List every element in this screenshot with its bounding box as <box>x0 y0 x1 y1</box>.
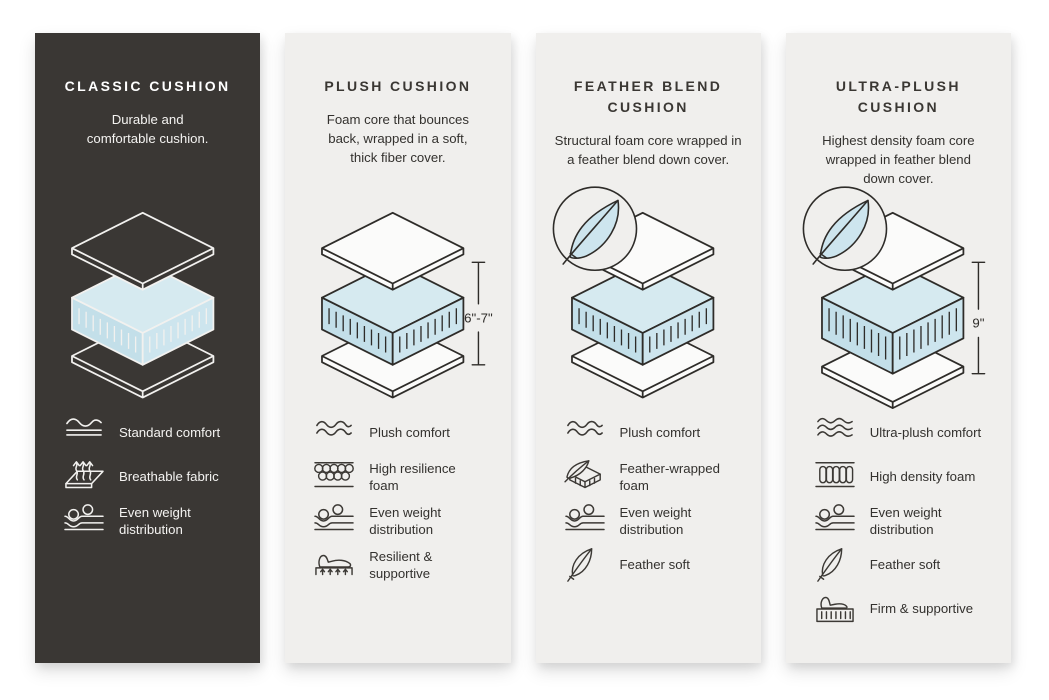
feature-item <box>563 546 753 584</box>
feature-label: Feather soft <box>619 557 690 573</box>
feature-item <box>312 414 502 452</box>
feature-item <box>813 458 1003 496</box>
feature-label: Even weight distribution <box>369 504 442 537</box>
standard-comfort-icon <box>62 414 106 452</box>
column-description: Durable and comfortable cushion. <box>86 112 209 147</box>
feature-label: Feather soft <box>869 557 941 573</box>
feature-label: Ultra-plush comfort <box>869 425 982 441</box>
column-description: Structural foam core wrapped in a feather blend down cover. <box>554 133 742 168</box>
column-plush-cushion <box>285 33 510 663</box>
cushion-height-label: 9" <box>972 315 985 331</box>
column-classic-cushion <box>35 33 260 663</box>
cushion-layers-diagram <box>799 179 997 411</box>
feature-label: Even weight distribution <box>869 504 942 537</box>
feature-item <box>312 502 502 540</box>
even-weight-distribution-icon <box>813 502 857 540</box>
feature-item <box>813 414 1003 452</box>
feature-label: Even weight distribution <box>119 504 191 537</box>
feature-item <box>813 546 1003 584</box>
even-weight-distribution-icon <box>312 502 356 540</box>
cushion-layers-diagram <box>49 179 247 411</box>
column-ultra-plush-cushion <box>786 33 1011 663</box>
feature-item <box>813 502 1003 540</box>
feature-item <box>813 590 1003 628</box>
breathable-fabric-icon <box>62 458 106 496</box>
ultra-plush-comfort-icon <box>813 414 857 452</box>
high-density-foam-icon <box>813 458 857 496</box>
feature-item <box>563 414 753 452</box>
feature-item <box>563 502 753 540</box>
plush-comfort-icon <box>563 414 607 452</box>
cushion-illustration <box>35 179 260 411</box>
feather-soft-icon <box>563 546 607 584</box>
column-title: FEATHER BLEND CUSHION <box>573 78 723 115</box>
even-weight-distribution-icon <box>563 502 607 540</box>
feature-label: Breathable fabric <box>119 469 219 485</box>
feather-badge-icon <box>554 187 637 270</box>
column-description: Highest density foam core wrapped in feather blend down cover. <box>822 133 975 187</box>
feature-label: Resilient & supportive <box>369 548 433 581</box>
cushion-layers-diagram <box>299 179 497 411</box>
feature-label: High resilience foam <box>369 460 456 493</box>
feature-label: Standard comfort <box>119 425 221 441</box>
cushion-illustration <box>536 179 761 411</box>
height-measurement <box>973 262 986 373</box>
resilient-supportive-icon <box>312 546 356 584</box>
column-title: PLUSH CUSHION <box>324 78 472 94</box>
cushion-illustration <box>786 179 1011 411</box>
feature-label: Firm & supportive <box>869 601 974 617</box>
cushion-height-label: 6"-7" <box>464 310 493 326</box>
column-feather-blend-cushion <box>536 33 761 663</box>
cushion-illustration <box>285 179 510 411</box>
feature-item <box>62 458 252 496</box>
feather-wrapped-foam-icon <box>563 458 607 496</box>
feature-list <box>563 414 753 590</box>
feature-label: Plush comfort <box>619 425 701 441</box>
column-description: Foam core that bounces back, wrapped in a soft, thick fiber cover. <box>326 112 469 166</box>
feature-list <box>62 414 252 546</box>
column-title: ULTRA-PLUSH CUSHION <box>835 78 961 115</box>
high-resilience-foam-icon <box>312 458 356 496</box>
feature-item <box>312 458 502 496</box>
feather-badge-icon <box>804 187 887 270</box>
height-measurement <box>464 262 493 365</box>
feature-item <box>62 414 252 452</box>
feature-label: Plush comfort <box>369 425 450 441</box>
feature-label: High density foam <box>869 469 976 485</box>
feature-list <box>312 414 502 590</box>
feather-soft-icon <box>813 546 857 584</box>
even-weight-distribution-icon <box>62 502 106 540</box>
feature-list <box>813 414 1003 634</box>
feature-label: Feather-wrapped foam <box>619 460 720 493</box>
feature-label: Even weight distribution <box>619 504 692 537</box>
firm-supportive-icon <box>813 590 857 628</box>
plush-comfort-icon <box>312 414 356 452</box>
feature-item <box>62 502 252 540</box>
cushion-layers-diagram <box>549 179 747 411</box>
feature-item <box>563 458 753 496</box>
feature-item <box>312 546 502 584</box>
column-title: CLASSIC CUSHION <box>64 78 231 94</box>
